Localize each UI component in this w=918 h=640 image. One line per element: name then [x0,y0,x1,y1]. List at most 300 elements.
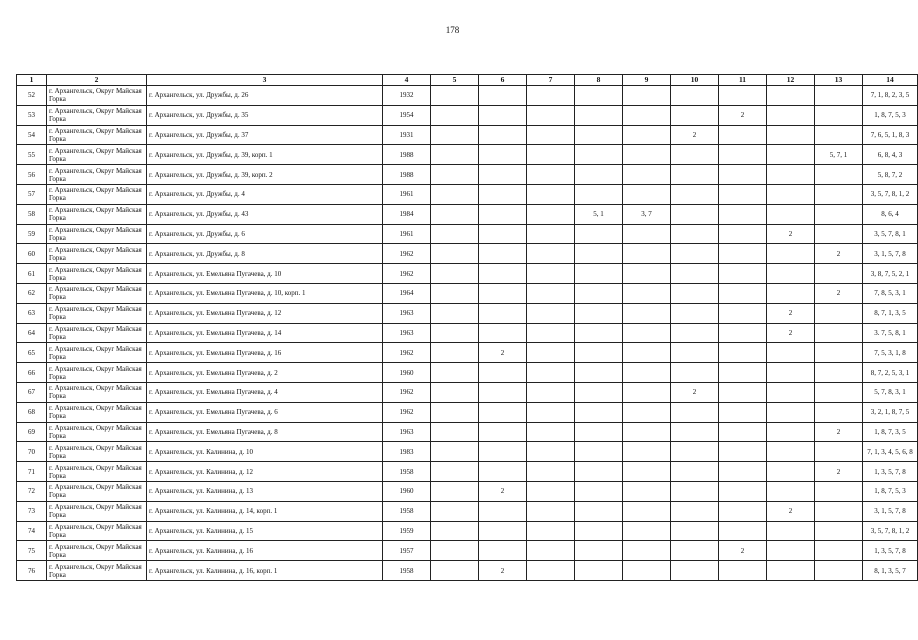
table-cell [719,501,767,521]
table-cell [719,86,767,106]
column-header: 14 [863,75,918,86]
column-header: 10 [671,75,719,86]
table-cell: г. Архангельск, ул. Дружбы, д. 39, корп. 1 [147,145,383,165]
table-cell [575,145,623,165]
table-cell [623,561,671,581]
table-cell [575,422,623,442]
table-cell [431,283,479,303]
table-cell [815,501,863,521]
table-cell [671,204,719,224]
table-row [17,363,918,383]
table-cell: 2 [671,125,719,145]
table-cell: 1962 [383,402,431,422]
table-cell [671,541,719,561]
table-cell: 2 [719,541,767,561]
table-cell [431,521,479,541]
table-cell: г. Архангельск, Округ Майская Горка [47,224,147,244]
table-cell: 8, 7, 2, 5, 3, 1 [863,363,918,383]
table-cell [623,224,671,244]
table-body [17,86,918,581]
table-cell [479,462,527,482]
table-cell [671,283,719,303]
table-cell [479,264,527,284]
table-row [17,402,918,422]
table-cell [479,303,527,323]
table-cell [431,323,479,343]
table-cell: 2 [671,382,719,402]
table-cell [815,323,863,343]
table-cell: г. Архангельск, Округ Майская Горка [47,145,147,165]
table-cell [815,184,863,204]
column-header: 11 [719,75,767,86]
table-cell [527,204,575,224]
table-cell [671,303,719,323]
table-cell [575,86,623,106]
table-cell [479,86,527,106]
table-cell [671,165,719,185]
table-cell [431,86,479,106]
table-cell: 1963 [383,422,431,442]
table-cell [671,224,719,244]
table-cell: 1957 [383,541,431,561]
table-cell [431,165,479,185]
column-header: 3 [147,75,383,86]
table-cell: г. Архангельск, ул. Емельяна Пугачева, д. 4 [147,382,383,402]
table-cell [431,402,479,422]
table-cell [671,481,719,501]
table-cell: г. Архангельск, Округ Майская Горка [47,184,147,204]
table-cell: 1, 3, 5, 7, 8 [863,462,918,482]
table-cell [815,442,863,462]
table-cell [719,521,767,541]
table-cell [815,363,863,383]
table-cell [479,382,527,402]
table-cell: 2 [815,283,863,303]
table-cell: 60 [17,244,47,264]
table-cell [623,125,671,145]
table-cell: 1960 [383,363,431,383]
table-row [17,323,918,343]
table-cell [575,303,623,323]
table-cell [527,184,575,204]
table-cell [767,204,815,224]
table-cell [719,125,767,145]
table-cell: 1954 [383,105,431,125]
table-cell: 3, 7 [623,204,671,224]
table-cell: 3, 1, 5, 7, 8 [863,501,918,521]
table-cell: г. Архангельск, Округ Майская Горка [47,204,147,224]
table-cell [719,303,767,323]
table-cell: 1, 8, 7, 5, 3 [863,105,918,125]
table-row [17,224,918,244]
table-cell [719,244,767,264]
table-cell [575,343,623,363]
table-cell: 3, 5, 7, 8, 1, 2 [863,184,918,204]
table-cell [815,521,863,541]
table-cell [671,264,719,284]
table-cell [575,541,623,561]
table-cell: 3, 8, 7, 5, 2, 1 [863,264,918,284]
table-cell: 1961 [383,184,431,204]
table-cell: г. Архангельск, Округ Майская Горка [47,462,147,482]
table-cell [767,481,815,501]
table-cell: 71 [17,462,47,482]
column-header: 4 [383,75,431,86]
table-cell [671,442,719,462]
table-cell [623,264,671,284]
table-cell: г. Архангельск, Округ Майская Горка [47,382,147,402]
table-cell: г. Архангельск, ул. Емельяна Пугачева, д. 6 [147,402,383,422]
table-cell: г. Архангельск, ул. Дружбы, д. 4 [147,184,383,204]
table-cell: г. Архангельск, Округ Майская Горка [47,363,147,383]
table-row [17,145,918,165]
table-row [17,521,918,541]
table-cell [671,343,719,363]
table-cell [431,303,479,323]
table-cell [671,422,719,442]
table-cell: г. Архангельск, ул. Емельяна Пугачева, д. 8 [147,422,383,442]
table-cell: г. Архангельск, Округ Майская Горка [47,422,147,442]
table-cell: 1988 [383,165,431,185]
table-row [17,462,918,482]
table-cell: 2 [479,561,527,581]
table-cell [575,402,623,422]
table-cell [575,264,623,284]
table-cell: г. Архангельск, ул. Калинина, д. 13 [147,481,383,501]
table-cell: г. Архангельск, ул. Дружбы, д. 39, корп. 2 [147,165,383,185]
table-cell: 57 [17,184,47,204]
table-cell: 5, 8, 7, 2 [863,165,918,185]
table-cell: 1958 [383,561,431,581]
table-cell [815,402,863,422]
table-cell: 1963 [383,303,431,323]
table-cell [671,363,719,383]
data-table [16,74,918,581]
table-cell [623,303,671,323]
table-cell: 1983 [383,442,431,462]
table-cell: 1962 [383,382,431,402]
table-cell: 2 [479,343,527,363]
table-cell: 1964 [383,283,431,303]
table-cell: г. Архангельск, ул. Емельяна Пугачева, д. 10, корп. 1 [147,283,383,303]
table-cell: 1962 [383,264,431,284]
table-cell: 5, 7, 1 [815,145,863,165]
table-cell [575,561,623,581]
table-cell [479,224,527,244]
table-cell [575,165,623,185]
table-cell [575,224,623,244]
table-cell: 59 [17,224,47,244]
table-cell [431,125,479,145]
table-cell [479,323,527,343]
table-cell: г. Архангельск, Округ Майская Горка [47,244,147,264]
table-cell: 74 [17,521,47,541]
table-cell [623,283,671,303]
table-cell [815,105,863,125]
table-cell: г. Архангельск, ул. Емельяна Пугачева, д. 2 [147,363,383,383]
table-cell [479,402,527,422]
table-cell [719,402,767,422]
table-cell: 2 [479,481,527,501]
table-cell [479,363,527,383]
table-cell: г. Архангельск, ул. Калинина, д. 14, корп. 1 [147,501,383,521]
table-row [17,283,918,303]
table-cell [671,184,719,204]
table-row [17,541,918,561]
table-cell [767,264,815,284]
table-cell [431,105,479,125]
table-cell [527,561,575,581]
table-cell [575,184,623,204]
table-cell [479,244,527,264]
table-cell [431,442,479,462]
table-cell [623,184,671,204]
table-cell: 5, 1 [575,204,623,224]
table-cell [767,145,815,165]
table-cell [719,204,767,224]
table-cell [431,541,479,561]
table-cell [671,105,719,125]
table-cell [719,145,767,165]
table-cell [767,343,815,363]
table-cell [719,264,767,284]
table-cell [431,264,479,284]
table-cell: 2 [767,303,815,323]
table-cell [575,105,623,125]
table-cell [431,363,479,383]
table-cell: г. Архангельск, Округ Майская Горка [47,442,147,462]
table-cell [671,244,719,264]
table-cell: г. Архангельск, Округ Майская Горка [47,105,147,125]
table-cell [527,382,575,402]
table-cell: 66 [17,363,47,383]
table-cell: г. Архангельск, ул. Калинина, д. 16, корп. 1 [147,561,383,581]
table-cell: 3. 7, 5, 8, 1 [863,323,918,343]
table-cell [527,422,575,442]
table-cell [575,125,623,145]
table-cell [479,165,527,185]
table-cell: 73 [17,501,47,521]
table-cell [623,442,671,462]
table-cell: 58 [17,204,47,224]
column-header: 7 [527,75,575,86]
table-cell: 3, 1, 5, 7, 8 [863,244,918,264]
table-cell: 1962 [383,244,431,264]
table-cell: 75 [17,541,47,561]
table-cell [671,462,719,482]
table-cell: 54 [17,125,47,145]
table-cell [527,303,575,323]
table-cell: г. Архангельск, Округ Майская Горка [47,283,147,303]
table-cell: 1, 8, 7, 5, 3 [863,481,918,501]
table-row [17,165,918,185]
table-cell: 7, 1, 8, 2, 3, 5 [863,86,918,106]
table-cell [671,521,719,541]
table-cell [719,422,767,442]
table-cell: г. Архангельск, Округ Майская Горка [47,323,147,343]
table-cell [479,125,527,145]
table-cell [431,204,479,224]
table-cell: г. Архангельск, ул. Дружбы, д. 35 [147,105,383,125]
table-cell [527,224,575,244]
table-cell: 1963 [383,323,431,343]
table-cell [527,481,575,501]
table-cell [527,363,575,383]
table-cell: 3, 2, 1, 8, 7, 5 [863,402,918,422]
table-cell [623,363,671,383]
table-cell [623,323,671,343]
table-cell [767,561,815,581]
page-number: 178 [445,25,460,35]
column-header: 9 [623,75,671,86]
table-cell [815,165,863,185]
table-cell [767,402,815,422]
table-cell [479,145,527,165]
table-cell [623,244,671,264]
table-cell [767,521,815,541]
table-cell [719,382,767,402]
table-cell [815,204,863,224]
table-cell [719,561,767,581]
table-cell [815,125,863,145]
table-cell: г. Архангельск, ул. Дружбы, д. 26 [147,86,383,106]
table-cell [431,343,479,363]
column-header: 8 [575,75,623,86]
table-cell: 1932 [383,86,431,106]
table-cell [527,462,575,482]
table-cell [575,442,623,462]
table-cell: 1962 [383,343,431,363]
table-row [17,501,918,521]
table-cell [815,481,863,501]
table-cell [527,165,575,185]
table-cell [575,462,623,482]
table-cell: 65 [17,343,47,363]
table-cell: г. Архангельск, ул. Емельяна Пугачева, д. 16 [147,343,383,363]
table-cell [767,244,815,264]
table-cell [431,184,479,204]
table-cell: г. Архангельск, ул. Калинина, д. 12 [147,462,383,482]
table-cell [767,442,815,462]
table-cell [431,224,479,244]
table-cell: 72 [17,481,47,501]
table-cell [767,184,815,204]
table-cell: 56 [17,165,47,185]
table-cell [815,86,863,106]
table-cell: г. Архангельск, Округ Майская Горка [47,165,147,185]
table-cell: 76 [17,561,47,581]
table-cell [431,501,479,521]
table-cell [815,343,863,363]
table-cell [575,283,623,303]
table-cell [479,204,527,224]
table-cell [767,283,815,303]
table-row [17,481,918,501]
table-cell: 69 [17,422,47,442]
table-cell [527,145,575,165]
table-cell: 1960 [383,481,431,501]
table-cell: 2 [767,501,815,521]
table-cell: г. Архангельск, ул. Дружбы, д. 8 [147,244,383,264]
table-cell: 8, 7, 1, 3, 5 [863,303,918,323]
table-cell [479,501,527,521]
table-cell: г. Архангельск, Округ Майская Горка [47,343,147,363]
table-cell: 55 [17,145,47,165]
table-row [17,86,918,106]
table-cell [623,422,671,442]
table-cell: г. Архангельск, Округ Майская Горка [47,521,147,541]
table-cell: г. Архангельск, Округ Майская Горка [47,264,147,284]
table-cell [623,462,671,482]
table-cell [431,382,479,402]
column-header: 2 [47,75,147,86]
table-cell: 8, 1, 3, 5, 7 [863,561,918,581]
table-cell [719,165,767,185]
table-cell [479,541,527,561]
table-cell [719,224,767,244]
table-header-row [17,75,918,86]
table-cell: 2 [815,422,863,442]
column-header: 13 [815,75,863,86]
table-cell: 2 [767,224,815,244]
table-cell: 2 [767,323,815,343]
table-cell [815,541,863,561]
table-row [17,422,918,442]
table-row [17,303,918,323]
table-cell [527,402,575,422]
table-cell: 3, 5, 7, 8, 1 [863,224,918,244]
table-cell [719,323,767,343]
table-cell [719,481,767,501]
column-header: 5 [431,75,479,86]
table-row [17,343,918,363]
table-cell [767,86,815,106]
table-cell [575,382,623,402]
table-cell: г. Архангельск, ул. Дружбы, д. 37 [147,125,383,145]
table-cell [527,125,575,145]
table-cell [719,283,767,303]
table-cell [479,422,527,442]
table-cell [671,145,719,165]
table-cell [623,541,671,561]
table-cell [575,244,623,264]
table-cell [431,481,479,501]
table-cell: 67 [17,382,47,402]
table-cell: 1988 [383,145,431,165]
table-cell [623,145,671,165]
table-row [17,264,918,284]
table-cell: 7, 8, 5, 3, 1 [863,283,918,303]
table-cell [767,125,815,145]
table-cell [623,501,671,521]
table-cell [767,422,815,442]
table-cell: г. Архангельск, Округ Майская Горка [47,561,147,581]
table-row [17,184,918,204]
table-cell [767,363,815,383]
table-cell: г. Архангельск, ул. Калинина, д. 16 [147,541,383,561]
table-cell [527,541,575,561]
table-cell [527,323,575,343]
table-cell: 3, 5, 7, 8, 1, 2 [863,521,918,541]
table-cell: г. Архангельск, Округ Майская Горка [47,501,147,521]
table-cell [479,184,527,204]
table-cell: 7, 1, 3, 4, 5, 6, 8 [863,442,918,462]
table-cell [671,86,719,106]
table-cell [527,264,575,284]
table-cell [623,105,671,125]
table-cell [719,184,767,204]
table-cell: 7, 6, 5, 1, 8, 3 [863,125,918,145]
